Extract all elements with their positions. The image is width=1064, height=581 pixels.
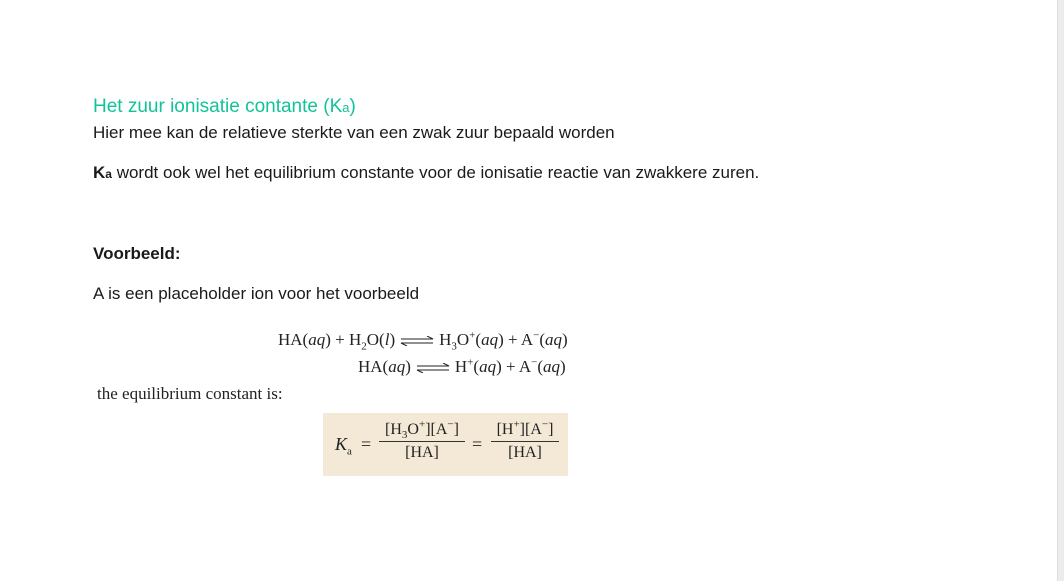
- intro-text: Hier mee kan de relatieve sterkte van een zwak zuur bepaald worden: [93, 123, 615, 142]
- equation-2: HA(aq) H+(aq) + A−(aq): [358, 356, 566, 376]
- section-heading: [93, 96, 356, 118]
- equals-sign: =: [361, 434, 372, 454]
- example-text: A is een placeholder ion voor het voorbeeld: [93, 284, 420, 303]
- equilibrium-arrow-icon: [399, 336, 435, 346]
- equilibrium-caption: the equilibrium constant is:: [97, 384, 283, 403]
- ka-description: [93, 163, 759, 183]
- example-label: Voorbeeld:: [93, 244, 181, 263]
- ka-description-rest: wordt ook wel het equilibrium constante voor de ionisatie reactie van zwakkere zuren.: [111, 163, 760, 182]
- ka-bold-letter: K: [93, 163, 106, 182]
- equation-1: $HA(aq) + H_2O(l)$ $H_3O^+(aq) + A^-(aq)$: [278, 329, 568, 353]
- fraction-1-numerator: $[H_3O^+][A^-]$: [379, 421, 465, 442]
- ka-symbol: $K_a$: [335, 434, 352, 458]
- fraction-2: [491, 418, 559, 462]
- heading-text: Het zuur ionisatie contante (K: [93, 96, 343, 117]
- ka-formula-box: [323, 413, 568, 476]
- ka-bold: [93, 163, 112, 182]
- fraction-1-denominator: [HA]: [405, 444, 439, 461]
- ka-bold-sub: a: [105, 167, 112, 181]
- fraction-2-numerator: [H+][A−]: [491, 421, 559, 442]
- equals-sign: =: [472, 434, 483, 454]
- equilibrium-arrow-icon: [415, 363, 451, 373]
- vertical-scrollbar[interactable]: [1057, 0, 1064, 581]
- heading-subscript: a: [342, 100, 350, 115]
- fraction-1: [379, 418, 465, 462]
- fraction-2-denominator: [HA]: [508, 444, 542, 461]
- heading-close: ): [349, 96, 356, 117]
